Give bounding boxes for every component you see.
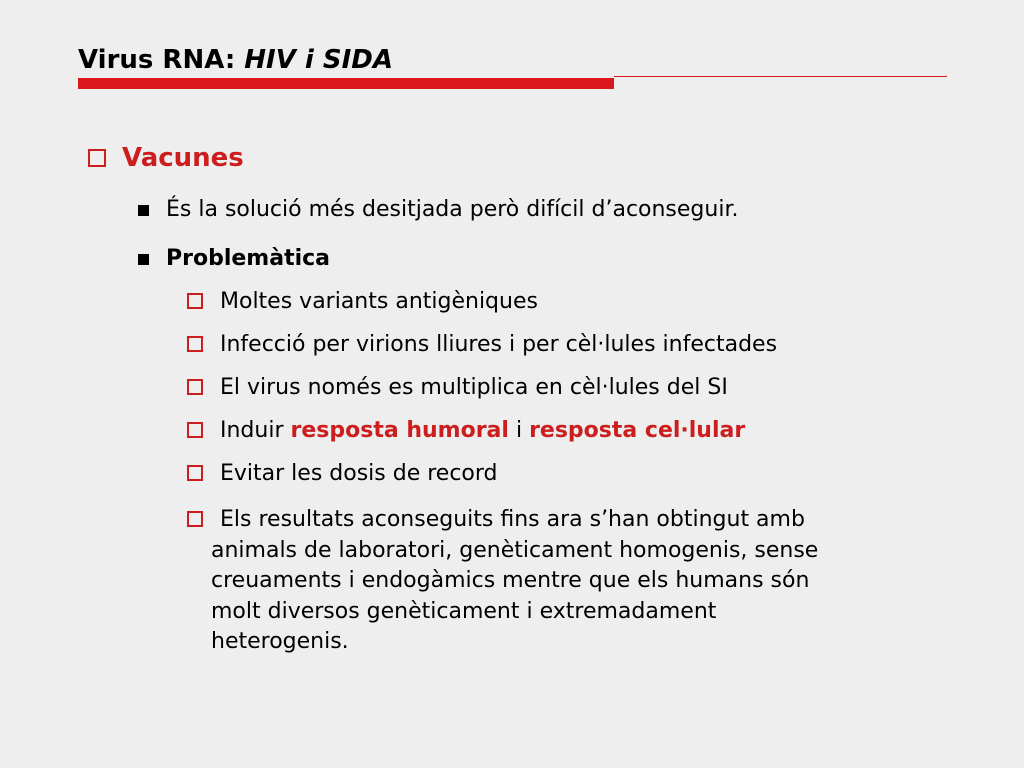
highlight-humoral-response: resposta humoral xyxy=(290,418,509,443)
sub-bullet-line: heterogenis. xyxy=(211,629,349,654)
sub-bullet-text-part: i xyxy=(508,418,530,443)
sub-bullet-text-part: Induir xyxy=(220,418,291,443)
sub-bullet-item xyxy=(187,330,777,360)
sub-bullet-line: animals de laboratori, genèticament homogenis, sense xyxy=(211,537,819,563)
hollow-square-bullet-icon xyxy=(187,511,203,527)
highlight-cellular-response: resposta cel·lular xyxy=(529,418,746,443)
section-heading xyxy=(88,140,244,176)
sub-bullet-item xyxy=(187,459,498,489)
slide-title-italic: HIV i SIDA xyxy=(244,45,393,75)
hollow-square-bullet-icon xyxy=(187,293,203,309)
hollow-square-bullet-icon xyxy=(88,149,106,167)
bullet-text: És la solució més desitjada però difícil d’aconseguir. xyxy=(166,197,739,222)
sub-bullet-line xyxy=(187,505,947,536)
sub-bullet-line: molt diversos genèticament i extremadament xyxy=(211,598,717,624)
slide-title xyxy=(78,42,393,78)
filled-square-bullet-icon xyxy=(138,205,149,216)
sub-bullet-item xyxy=(187,416,745,446)
title-underline-thin xyxy=(614,76,947,77)
slide-title-prefix: Virus RNA: xyxy=(78,45,245,75)
sub-bullet-text: Moltes variants antigèniques xyxy=(220,289,538,314)
bullet-item xyxy=(138,244,330,274)
sub-bullet-text: Infecció per virions lliures i per cèl·lules infectades xyxy=(220,332,778,357)
sub-bullet-text: Evitar les dosis de record xyxy=(220,461,498,486)
filled-square-bullet-icon xyxy=(138,254,149,265)
sub-bullet-text: Els resultats aconseguits fins ara s’han obtingut amb xyxy=(220,507,805,532)
bullet-text: Problemàtica xyxy=(166,246,331,271)
title-underline-thick xyxy=(78,78,614,89)
bullet-item xyxy=(138,195,738,225)
hollow-square-bullet-icon xyxy=(187,465,203,481)
sub-bullet-line: creuaments i endogàmics mentre que els humans són xyxy=(211,568,810,593)
hollow-square-bullet-icon xyxy=(187,336,203,352)
section-heading-label: Vacunes xyxy=(122,143,244,173)
sub-bullet-item xyxy=(187,373,728,403)
hollow-square-bullet-icon xyxy=(187,379,203,395)
sub-bullet-item-multiline xyxy=(187,505,947,658)
hollow-square-bullet-icon xyxy=(187,422,203,438)
sub-bullet-item xyxy=(187,287,538,317)
sub-bullet-text: El virus només es multiplica en cèl·lules del SI xyxy=(220,375,728,400)
